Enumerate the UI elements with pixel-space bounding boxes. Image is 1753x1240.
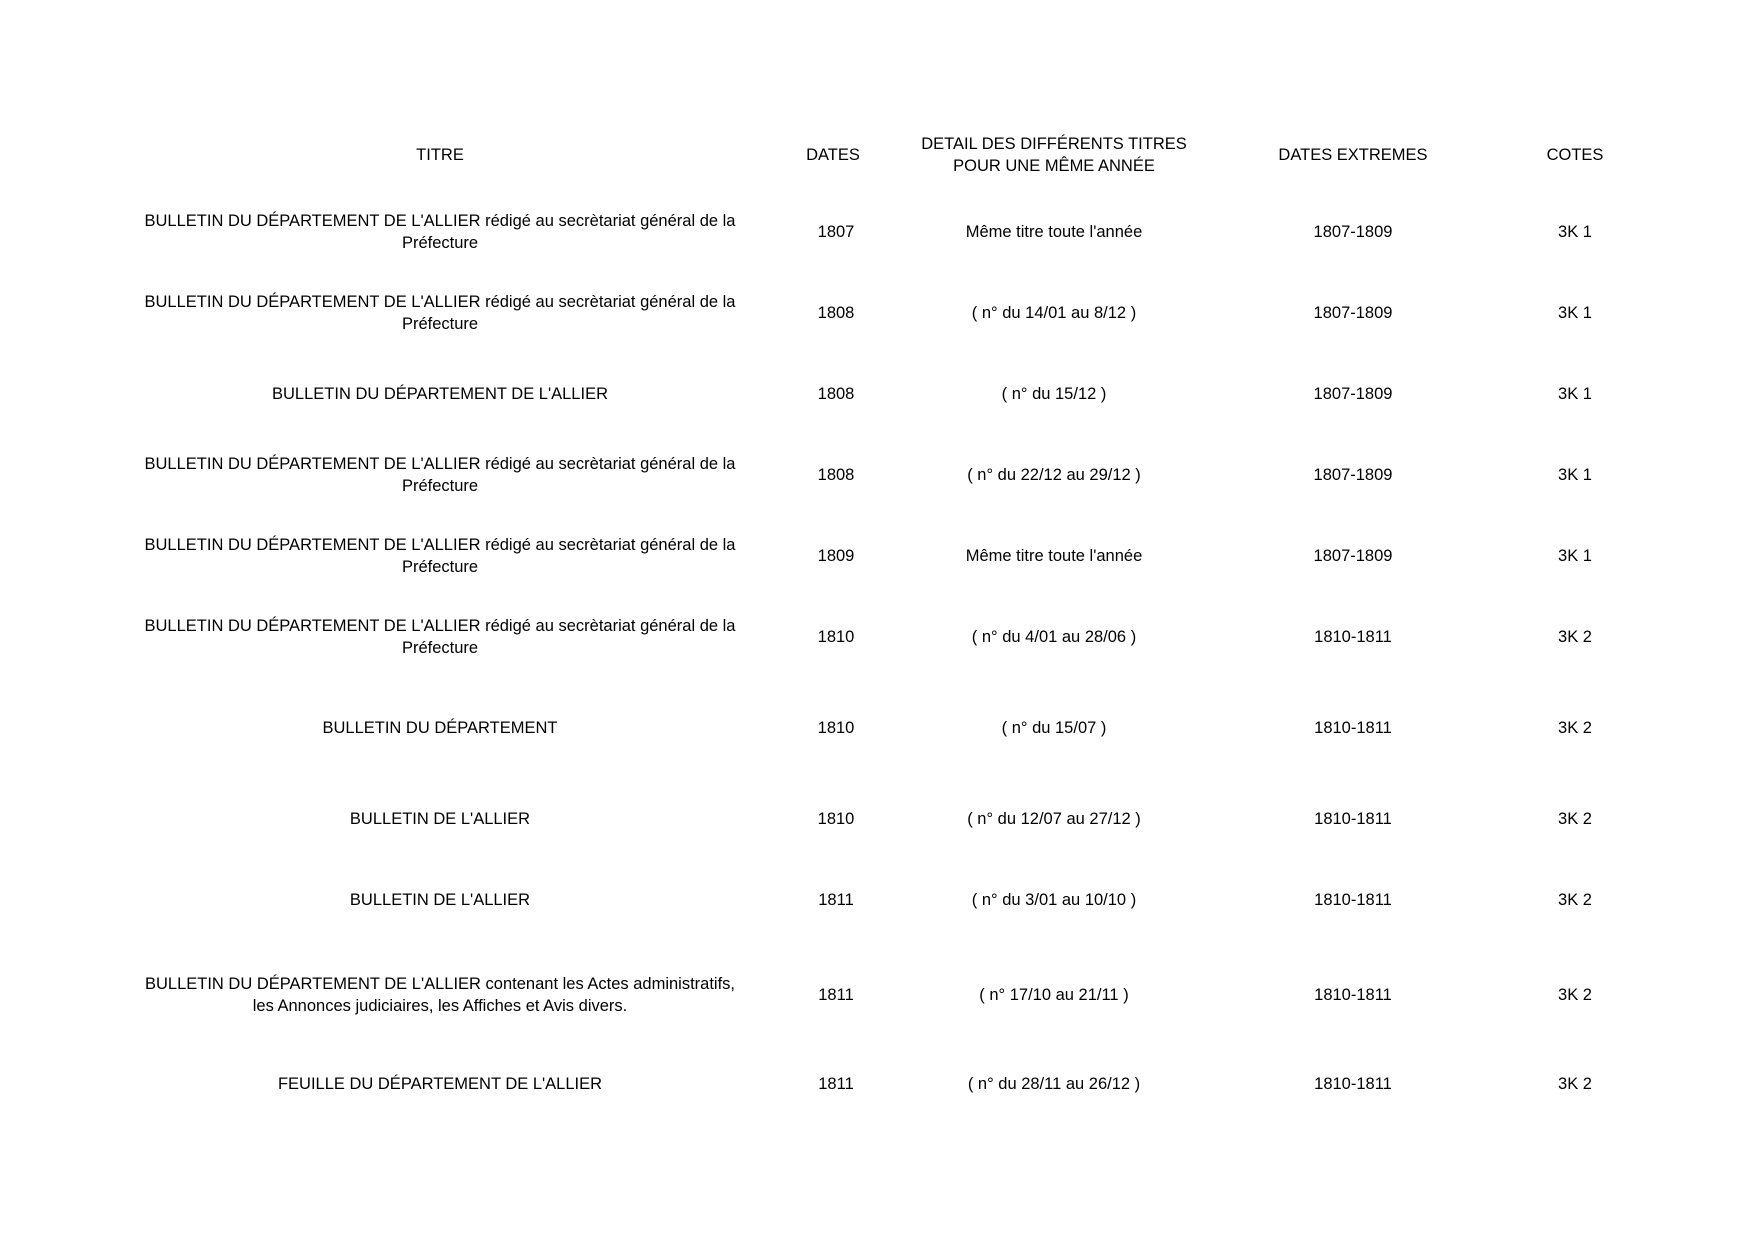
- row-detail: ( n° 17/10 au 21/11 ): [979, 986, 1129, 1004]
- row-titre-line2: Préfecture: [401, 639, 479, 657]
- row-titre-line1: BULLETIN DU DÉPARTEMENT DE L'ALLIER: [272, 385, 608, 403]
- row-date: 1809: [817, 547, 855, 565]
- row-cote: 3K 2: [1558, 719, 1592, 737]
- row-titre-line1: BULLETIN DU DÉPARTEMENT DE L'ALLIER rédigé au secrètariat général de la: [144, 455, 736, 473]
- row-titre-line2: Préfecture: [401, 315, 479, 333]
- header-dates-extremes: DATES EXTREMES: [1278, 146, 1428, 164]
- row-detail: ( n° du 15/12 ): [1001, 385, 1107, 403]
- row-cote: 3K 2: [1558, 986, 1592, 1004]
- row-dates-extremes: 1810-1811: [1314, 810, 1392, 828]
- row-detail: Même titre toute l'année: [965, 547, 1143, 565]
- row-titre: [120, 808, 760, 830]
- row-cote: 3K 2: [1558, 891, 1592, 909]
- row-titre: [120, 973, 760, 1017]
- row-dates-extremes: 1810-1811: [1314, 719, 1392, 737]
- header-cotes: COTES: [1546, 146, 1604, 164]
- row-titre-line1: BULLETIN DU DÉPARTEMENT DE L'ALLIER contenant les Actes administratifs,: [144, 975, 736, 993]
- row-dates-extremes: 1810-1811: [1314, 986, 1392, 1004]
- row-date: 1811: [818, 986, 854, 1004]
- row-cote: 3K 2: [1558, 628, 1592, 646]
- row-cote: 3K 1: [1558, 385, 1592, 403]
- row-cote: 3K 1: [1558, 223, 1592, 241]
- row-titre: [120, 291, 760, 335]
- row-detail: ( n° du 22/12 au 29/12 ): [967, 466, 1141, 484]
- row-dates-extremes: 1807-1809: [1313, 547, 1393, 565]
- row-titre-line2: Préfecture: [401, 234, 479, 252]
- row-cote: 3K 2: [1558, 1075, 1592, 1093]
- row-detail: ( n° du 15/07 ): [1001, 719, 1107, 737]
- row-titre: [120, 383, 760, 405]
- row-titre-line2: les Annonces judiciaires, les Affiches et Avis divers.: [252, 997, 628, 1015]
- row-titre: [120, 889, 760, 911]
- row-titre: [120, 1073, 760, 1095]
- row-titre-line1: BULLETIN DE L'ALLIER: [349, 810, 531, 828]
- row-titre-line1: BULLETIN DU DÉPARTEMENT DE L'ALLIER rédigé au secrètariat général de la: [144, 617, 736, 635]
- row-cote: 3K 1: [1558, 547, 1592, 565]
- row-detail: ( n° du 3/01 au 10/10 ): [971, 891, 1137, 909]
- row-detail: ( n° du 14/01 au 8/12 ): [971, 304, 1137, 322]
- row-titre: [120, 453, 760, 497]
- row-cote: 3K 2: [1558, 810, 1592, 828]
- row-dates-extremes: 1810-1811: [1314, 1075, 1392, 1093]
- row-dates-extremes: 1807-1809: [1313, 466, 1393, 484]
- header-dates: DATES: [806, 146, 860, 164]
- row-date: 1810: [817, 628, 855, 646]
- header-detail-line1: DETAIL DES DIFFÉRENTS TITRES: [921, 135, 1187, 153]
- row-dates-extremes: 1807-1809: [1313, 304, 1393, 322]
- row-dates-extremes: 1807-1809: [1313, 223, 1393, 241]
- row-date: 1808: [817, 304, 855, 322]
- row-detail: ( n° du 12/07 au 27/12 ): [967, 810, 1141, 828]
- row-dates-extremes: 1810-1811: [1314, 891, 1392, 909]
- row-cote: 3K 1: [1558, 304, 1592, 322]
- row-titre: [120, 717, 760, 739]
- row-titre-line1: BULLETIN DU DÉPARTEMENT DE L'ALLIER rédigé au secrètariat général de la: [144, 293, 736, 311]
- row-titre: [120, 615, 760, 659]
- row-titre-line2: Préfecture: [401, 558, 479, 576]
- row-date: 1810: [817, 719, 855, 737]
- header-detail: [894, 133, 1214, 177]
- row-detail: ( n° du 28/11 au 26/12 ): [967, 1075, 1141, 1093]
- row-titre-line1: BULLETIN DU DÉPARTEMENT DE L'ALLIER rédigé au secrètariat général de la: [144, 212, 736, 230]
- row-titre: [120, 210, 760, 254]
- row-date: 1807: [817, 223, 855, 241]
- row-date: 1810: [817, 810, 855, 828]
- row-date: 1811: [818, 1075, 854, 1093]
- row-date: 1808: [817, 466, 855, 484]
- row-dates-extremes: 1810-1811: [1314, 628, 1392, 646]
- row-detail: Même titre toute l'année: [965, 223, 1143, 241]
- row-date: 1808: [817, 385, 855, 403]
- header-titre: TITRE: [416, 146, 464, 164]
- row-dates-extremes: 1807-1809: [1313, 385, 1393, 403]
- row-date: 1811: [818, 891, 854, 909]
- row-titre-line1: BULLETIN DE L'ALLIER: [349, 891, 531, 909]
- row-cote: 3K 1: [1558, 466, 1592, 484]
- row-titre-line1: BULLETIN DU DÉPARTEMENT: [322, 719, 558, 737]
- row-titre-line1: FEUILLE DU DÉPARTEMENT DE L'ALLIER: [277, 1075, 603, 1093]
- row-titre-line2: Préfecture: [401, 477, 479, 495]
- row-detail: ( n° du 4/01 au 28/06 ): [971, 628, 1137, 646]
- header-detail-line2: POUR UNE MÊME ANNÉE: [953, 157, 1155, 175]
- row-titre: [120, 534, 760, 578]
- row-titre-line1: BULLETIN DU DÉPARTEMENT DE L'ALLIER rédigé au secrètariat général de la: [144, 536, 736, 554]
